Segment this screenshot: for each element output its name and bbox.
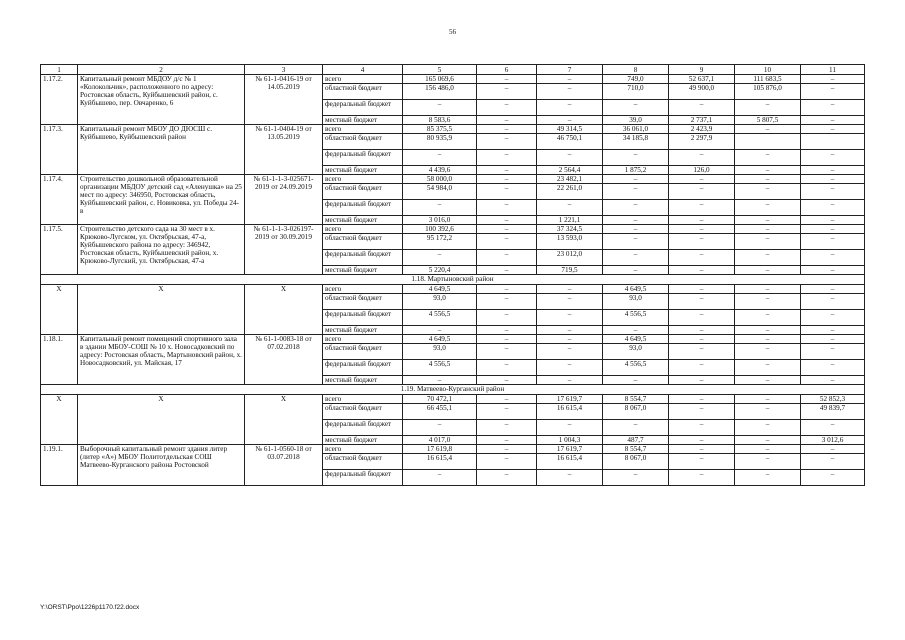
value-cell: – [477, 335, 537, 344]
value-cell: 2 297,9 [669, 134, 735, 150]
value-cell: – [537, 294, 603, 310]
column-number-4: 4 [323, 65, 403, 75]
value-cell: – [603, 266, 669, 275]
funding-source: федеральный бюджет [323, 150, 403, 166]
funding-source: федеральный бюджет [323, 420, 403, 436]
value-cell: 487,7 [603, 436, 669, 445]
value-cell: – [603, 376, 669, 385]
value-cell: – [403, 376, 477, 385]
value-cell: – [477, 294, 537, 310]
value-cell: 16 615,4 [537, 404, 603, 420]
value-cell: – [735, 166, 801, 175]
section-title: 1.18. Мартыновский район [41, 275, 865, 285]
value-cell: 17 619,7 [537, 445, 603, 454]
value-cell: – [477, 116, 537, 125]
value-cell: 4 649,5 [603, 285, 669, 294]
value-cell: – [735, 125, 801, 134]
value-cell: – [477, 285, 537, 294]
funding-source: всего [323, 445, 403, 454]
value-cell: 93,0 [603, 294, 669, 310]
value-cell: – [735, 216, 801, 225]
table-row [41, 445, 865, 454]
value-cell: – [477, 445, 537, 454]
value-cell: – [735, 335, 801, 344]
value-cell: – [669, 395, 735, 404]
funding-source: всего [323, 125, 403, 134]
value-cell: – [801, 360, 865, 376]
funding-source: федеральный бюджет [323, 310, 403, 326]
item-number: 1.19.1. [41, 445, 78, 486]
value-cell: – [537, 420, 603, 436]
table-row [41, 175, 865, 184]
column-number-8: 8 [603, 65, 669, 75]
column-number-2: 2 [78, 65, 245, 75]
value-cell: 93,0 [403, 294, 477, 310]
value-cell: 49 839,7 [801, 404, 865, 420]
value-cell: – [801, 75, 865, 84]
item-name: Выборочный капитальный ремонт здания литер (литер «А») МБОУ Политотдельская СОШ Матвеево-Курганского района Ростовской [78, 445, 245, 486]
value-cell: – [801, 344, 865, 360]
value-cell: 4 649,5 [403, 285, 477, 294]
funding-source: всего [323, 335, 403, 344]
value-cell: – [801, 184, 865, 200]
funding-source: местный бюджет [323, 116, 403, 125]
value-cell: – [669, 225, 735, 234]
value-cell: 85 375,5 [403, 125, 477, 134]
item-name: Строительство дошкольной образовательной организации МБДОУ детский сад «Аленушка» на 25 мест по адресу: 346950, Ростовская область, Куйбышевский район, с. Новиковка, ул. Победы 24-в [78, 175, 245, 225]
value-cell: – [403, 150, 477, 166]
item-document: № 61-1-0560-18 от 03.07.2018 [245, 445, 323, 486]
value-cell: – [603, 234, 669, 250]
value-cell: 8 554,7 [603, 445, 669, 454]
value-cell: 36 061,0 [603, 125, 669, 134]
item-name: Капитальный ремонт МБДОУ д/с № 1 «Колокольчик», расположенного по адресу: Ростовская область, Куйбышевский район, с. Куйбышево, пер. Овчаренко, 6 [78, 75, 245, 125]
value-cell: – [477, 266, 537, 275]
value-cell: 54 984,0 [403, 184, 477, 200]
value-cell: – [801, 470, 865, 486]
value-cell: – [801, 335, 865, 344]
value-cell: 126,0 [669, 166, 735, 175]
value-cell: 39,0 [603, 116, 669, 125]
value-cell: 52 637,1 [669, 75, 735, 84]
value-cell: 22 261,0 [537, 184, 603, 200]
funding-source: федеральный бюджет [323, 100, 403, 116]
funding-source: областной бюджет [323, 234, 403, 250]
budget-table [40, 64, 865, 486]
funding-source: местный бюджет [323, 166, 403, 175]
value-cell: – [403, 420, 477, 436]
column-number-6: 6 [477, 65, 537, 75]
value-cell: 4 649,5 [603, 335, 669, 344]
value-cell: – [537, 285, 603, 294]
value-cell: 4 439,6 [403, 166, 477, 175]
funding-source: областной бюджет [323, 84, 403, 100]
value-cell: 17 619,7 [537, 395, 603, 404]
value-cell: – [477, 166, 537, 175]
value-cell: 37 324,5 [537, 225, 603, 234]
value-cell: – [477, 344, 537, 360]
value-cell: – [801, 166, 865, 175]
value-cell: – [801, 234, 865, 250]
value-cell: – [477, 100, 537, 116]
value-cell: – [477, 436, 537, 445]
value-cell: – [537, 326, 603, 335]
value-cell: – [603, 175, 669, 184]
item-document: Х [245, 285, 323, 335]
value-cell: 23 482,1 [537, 175, 603, 184]
value-cell: – [669, 175, 735, 184]
funding-source: федеральный бюджет [323, 200, 403, 216]
value-cell: – [735, 234, 801, 250]
value-cell: – [477, 175, 537, 184]
item-number: Х [41, 285, 78, 335]
section-row [41, 385, 865, 395]
value-cell: – [403, 250, 477, 266]
value-cell: – [669, 454, 735, 470]
table-row [41, 335, 865, 344]
value-cell: 93,0 [403, 344, 477, 360]
value-cell: – [735, 310, 801, 326]
file-path-footer: Y:\ORST\Ppo\1226p1170.f22.docx [40, 604, 140, 611]
value-cell: 165 069,6 [403, 75, 477, 84]
table-row [41, 75, 865, 84]
value-cell: 16 615,4 [537, 454, 603, 470]
value-cell: – [801, 216, 865, 225]
value-cell: – [735, 266, 801, 275]
value-cell: – [801, 285, 865, 294]
value-cell: – [801, 100, 865, 116]
value-cell [801, 134, 865, 150]
value-cell: – [801, 326, 865, 335]
column-header-row [41, 65, 865, 75]
value-cell: – [603, 420, 669, 436]
value-cell: – [477, 150, 537, 166]
item-number: 1.17.4. [41, 175, 78, 225]
item-name: Строительство детского сада на 30 мест в х. Крюково-Лугском, ул. Октябрьская, 47-а, Куйбышевского района по адресу: 346942, Ростовская область, Куйбышевский район, х. Крюково-Лугский, ул. Октябрьская, 47-а [78, 225, 245, 275]
value-cell: – [669, 404, 735, 420]
value-cell: – [669, 184, 735, 200]
value-cell: – [669, 310, 735, 326]
value-cell: 8 067,0 [603, 404, 669, 420]
funding-source: областной бюджет [323, 184, 403, 200]
value-cell: – [669, 216, 735, 225]
value-cell: – [537, 150, 603, 166]
value-cell: – [735, 184, 801, 200]
value-cell: – [735, 294, 801, 310]
value-cell: 34 185,8 [603, 134, 669, 150]
value-cell: 2 737,1 [669, 116, 735, 125]
funding-source: местный бюджет [323, 436, 403, 445]
value-cell: – [801, 420, 865, 436]
value-cell: – [801, 125, 865, 134]
value-cell: – [801, 84, 865, 100]
value-cell: 58 000,0 [403, 175, 477, 184]
column-number-11: 11 [801, 65, 865, 75]
item-name: Х [78, 285, 245, 335]
funding-source: всего [323, 175, 403, 184]
value-cell: 49 314,5 [537, 125, 603, 134]
value-cell: – [801, 200, 865, 216]
value-cell: – [537, 335, 603, 344]
item-document: Х [245, 395, 323, 445]
table-row [41, 225, 865, 234]
value-cell: – [403, 100, 477, 116]
value-cell: – [669, 266, 735, 275]
value-cell: – [735, 360, 801, 376]
value-cell: 2 423,9 [669, 125, 735, 134]
item-document: № 61-1-0404-19 от 13.05.2019 [245, 125, 323, 175]
funding-source: всего [323, 225, 403, 234]
value-cell: – [735, 150, 801, 166]
value-cell: 52 852,3 [801, 395, 865, 404]
value-cell: 2 564,4 [537, 166, 603, 175]
value-cell: – [669, 360, 735, 376]
value-cell: – [735, 395, 801, 404]
value-cell: – [801, 376, 865, 385]
value-cell: – [735, 454, 801, 470]
value-cell: – [735, 175, 801, 184]
value-cell: 1 875,2 [603, 166, 669, 175]
value-cell: – [603, 250, 669, 266]
value-cell: 95 172,2 [403, 234, 477, 250]
value-cell: – [801, 250, 865, 266]
value-cell: 4 649,5 [403, 335, 477, 344]
item-document: № 61-1-0416-19 от 14.05.2019 [245, 75, 323, 125]
value-cell: 5 807,5 [735, 116, 801, 125]
value-cell: – [669, 420, 735, 436]
value-cell: – [801, 150, 865, 166]
column-number-9: 9 [669, 65, 735, 75]
value-cell: 1 004,3 [537, 436, 603, 445]
column-number-10: 10 [735, 65, 801, 75]
value-cell: – [537, 344, 603, 360]
value-cell: – [537, 310, 603, 326]
value-cell: – [477, 395, 537, 404]
item-document: № 61-1-1-3-026197-2019 от 30.09.2019 [245, 225, 323, 275]
value-cell: – [801, 225, 865, 234]
value-cell: – [477, 125, 537, 134]
value-cell: – [669, 436, 735, 445]
value-cell: – [403, 470, 477, 486]
value-cell: 16 615,4 [403, 454, 477, 470]
value-cell: – [537, 84, 603, 100]
value-cell: – [403, 200, 477, 216]
value-cell: – [603, 184, 669, 200]
value-cell: – [735, 470, 801, 486]
value-cell: – [537, 470, 603, 486]
funding-source: федеральный бюджет [323, 250, 403, 266]
value-cell: 13 593,0 [537, 234, 603, 250]
funding-source: областной бюджет [323, 134, 403, 150]
value-cell: – [477, 84, 537, 100]
value-cell: 5 220,4 [403, 266, 477, 275]
value-cell: – [603, 150, 669, 166]
table-row [41, 125, 865, 134]
value-cell: – [477, 234, 537, 250]
funding-source: местный бюджет [323, 266, 403, 275]
value-cell: 719,5 [537, 266, 603, 275]
value-cell: 3 016,0 [403, 216, 477, 225]
funding-source: областной бюджет [323, 344, 403, 360]
value-cell: – [669, 335, 735, 344]
value-cell: – [735, 285, 801, 294]
funding-source: местный бюджет [323, 216, 403, 225]
value-cell: – [735, 100, 801, 116]
column-number-5: 5 [403, 65, 477, 75]
value-cell: – [477, 454, 537, 470]
value-cell: 4 556,5 [403, 360, 477, 376]
funding-source: областной бюджет [323, 294, 403, 310]
value-cell: – [669, 200, 735, 216]
value-cell: – [669, 150, 735, 166]
value-cell: – [669, 100, 735, 116]
value-cell: – [801, 266, 865, 275]
value-cell: – [735, 404, 801, 420]
value-cell: 4 556,5 [603, 360, 669, 376]
value-cell: – [537, 75, 603, 84]
value-cell: – [603, 200, 669, 216]
value-cell: – [801, 294, 865, 310]
column-number-1: 1 [41, 65, 78, 75]
value-cell: – [735, 445, 801, 454]
value-cell: – [603, 225, 669, 234]
value-cell: – [603, 216, 669, 225]
value-cell: – [669, 294, 735, 310]
value-cell: 80 935,9 [403, 134, 477, 150]
value-cell: – [735, 420, 801, 436]
funding-source: всего [323, 75, 403, 84]
value-cell: – [537, 360, 603, 376]
value-cell: 8 554,7 [603, 395, 669, 404]
value-cell: – [669, 344, 735, 360]
value-cell: – [669, 326, 735, 335]
value-cell: – [603, 326, 669, 335]
section-title: 1.19. Матвеево-Курганский район [41, 385, 865, 395]
value-cell: – [477, 134, 537, 150]
value-cell: – [603, 100, 669, 116]
value-cell: – [477, 200, 537, 216]
value-cell: – [537, 376, 603, 385]
value-cell: – [801, 310, 865, 326]
funding-source: местный бюджет [323, 326, 403, 335]
value-cell: 749,0 [603, 75, 669, 84]
value-cell: – [735, 436, 801, 445]
value-cell: – [669, 234, 735, 250]
item-document: № 61-1-0083-18 от 07.02.2018 [245, 335, 323, 385]
item-number: 1.17.5. [41, 225, 78, 275]
value-cell: – [477, 376, 537, 385]
funding-source: федеральный бюджет [323, 470, 403, 486]
value-cell: – [477, 470, 537, 486]
value-cell: – [735, 326, 801, 335]
value-cell: 46 750,1 [537, 134, 603, 150]
item-name: Х [78, 395, 245, 445]
column-number-3: 3 [245, 65, 323, 75]
funding-source: федеральный бюджет [323, 360, 403, 376]
value-cell: 3 012,6 [801, 436, 865, 445]
funding-source: всего [323, 285, 403, 294]
column-number-7: 7 [537, 65, 603, 75]
value-cell: 4 556,5 [403, 310, 477, 326]
item-name: Капитальный ремонт МБОУ ДО ДЮСШ с. Куйбышево, Куйбышевский район [78, 125, 245, 175]
value-cell: – [801, 445, 865, 454]
value-cell: – [735, 250, 801, 266]
page-number: 56 [449, 28, 456, 36]
funding-source: областной бюджет [323, 454, 403, 470]
item-number: 1.17.2. [41, 75, 78, 125]
value-cell: 4 017,0 [403, 436, 477, 445]
value-cell: – [477, 326, 537, 335]
value-cell: – [735, 225, 801, 234]
value-cell: – [735, 376, 801, 385]
value-cell: 70 472,1 [403, 395, 477, 404]
item-number: Х [41, 395, 78, 445]
value-cell: – [669, 250, 735, 266]
value-cell: – [669, 445, 735, 454]
value-cell: – [477, 360, 537, 376]
table-row [41, 395, 865, 404]
value-cell: 93,0 [603, 344, 669, 360]
section-row [41, 275, 865, 285]
value-cell: – [537, 200, 603, 216]
value-cell [735, 134, 801, 150]
table-row [41, 285, 865, 294]
value-cell: 4 556,5 [603, 310, 669, 326]
value-cell: 49 900,0 [669, 84, 735, 100]
value-cell: – [735, 344, 801, 360]
value-cell: – [477, 225, 537, 234]
item-name: Капитальный ремонт помещений спортивного зала в здании МБОУ-СОШ № 10 х. Новосадковский по адресу: Ростовская область, Мартыновский район, х. Новосадковский, ул. Майская, 17 [78, 335, 245, 385]
value-cell: – [537, 100, 603, 116]
value-cell: 1 221,1 [537, 216, 603, 225]
value-cell: – [477, 216, 537, 225]
value-cell: 710,0 [603, 84, 669, 100]
value-cell: – [477, 310, 537, 326]
value-cell: – [477, 404, 537, 420]
funding-source: всего [323, 395, 403, 404]
value-cell: 17 619,8 [403, 445, 477, 454]
value-cell: – [477, 420, 537, 436]
value-cell: 111 683,5 [735, 75, 801, 84]
value-cell: 8 583,6 [403, 116, 477, 125]
value-cell: – [669, 470, 735, 486]
value-cell: 105 876,0 [735, 84, 801, 100]
value-cell: 156 486,0 [403, 84, 477, 100]
item-number: 1.18.1. [41, 335, 78, 385]
value-cell: – [477, 75, 537, 84]
item-number: 1.17.3. [41, 125, 78, 175]
value-cell: – [669, 376, 735, 385]
value-cell: – [537, 116, 603, 125]
funding-source: областной бюджет [323, 404, 403, 420]
value-cell: – [801, 454, 865, 470]
item-document: № 61-1-1-3-025671-2019 от 24.09.2019 [245, 175, 323, 225]
value-cell: 66 455,1 [403, 404, 477, 420]
value-cell: 100 392,6 [403, 225, 477, 234]
value-cell: – [669, 285, 735, 294]
value-cell: – [801, 116, 865, 125]
value-cell: – [477, 250, 537, 266]
value-cell: – [403, 326, 477, 335]
value-cell: – [735, 200, 801, 216]
value-cell: 8 067,0 [603, 454, 669, 470]
value-cell: – [603, 470, 669, 486]
value-cell: – [477, 184, 537, 200]
value-cell: 23 012,0 [537, 250, 603, 266]
value-cell: – [801, 175, 865, 184]
funding-source: местный бюджет [323, 376, 403, 385]
